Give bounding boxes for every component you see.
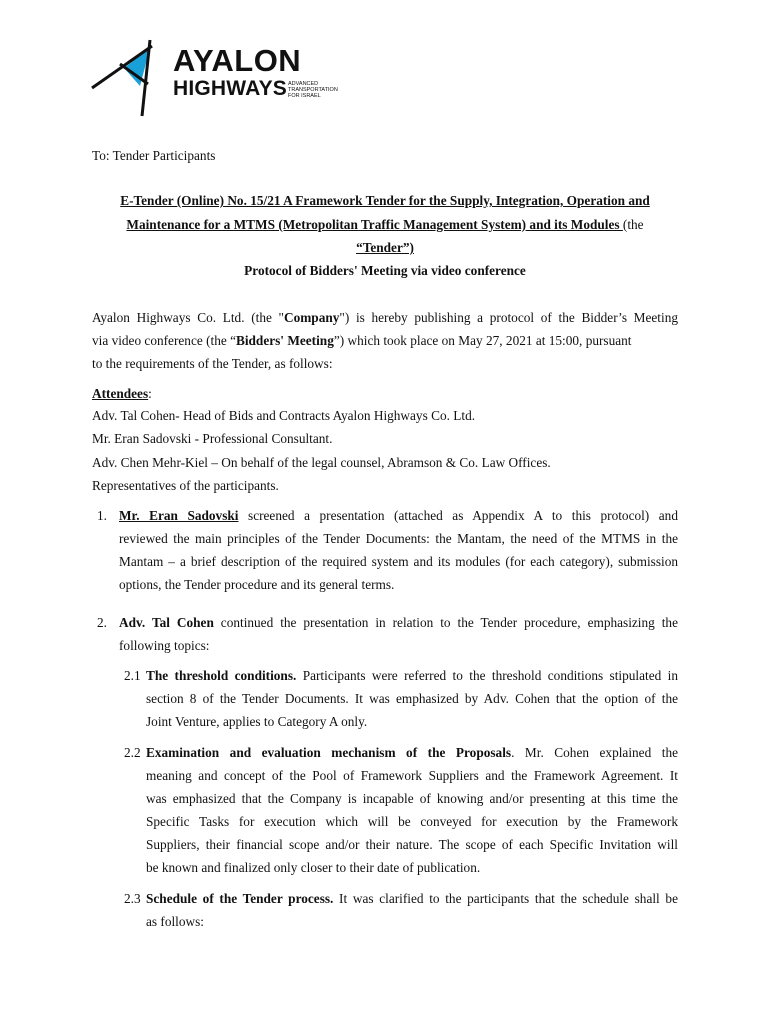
- tender-title-line3: [0, 240, 770, 256]
- tender-title-text: (the: [622, 217, 644, 232]
- sub22-line: [146, 745, 678, 761]
- subitem-heading: Examination and evaluation mechanism of the Proposals: [146, 745, 512, 760]
- sub21-line: Joint Venture, applies to Category A only.: [146, 714, 368, 729]
- sub21-text: Participants were referred to the threshold conditions stipulated in: [296, 668, 678, 683]
- intro-line: [92, 333, 632, 349]
- company-term: Company: [283, 310, 340, 325]
- tender-title-line1: [0, 193, 770, 209]
- logo-tagline-line: ADVANCED: [288, 81, 319, 87]
- subitem-number: 2.2: [124, 745, 141, 760]
- tender-title-line2: [0, 217, 770, 233]
- logo-emblem-icon: [90, 38, 170, 118]
- intro-text: ”) which took place on May 27, 2021 at 15:00, pursuant: [333, 333, 632, 348]
- sub22-text: . Mr. Cohen explained the: [511, 745, 678, 760]
- sub23-line: as follows:: [146, 914, 204, 929]
- intro-text: via video conference (the “: [92, 333, 236, 348]
- subitem-number: 2.1: [124, 668, 141, 683]
- intro-text: Ayalon Highways Co. Ltd. (the ": [92, 310, 284, 325]
- sub22-line: be known and finalized only closer to their date of publication.: [146, 860, 481, 875]
- intro-text: ") is hereby publishing a protocol of the Bidder’s Meeting: [339, 310, 678, 325]
- speaker-name: Adv. Tal Cohen: [119, 615, 214, 630]
- sub22-line: meaning and concept of the Pool of Framework Suppliers and the Framework Agreement. It: [146, 768, 678, 783]
- item1-line: options, the Tender procedure and its general terms.: [119, 577, 395, 592]
- sub22-line: Suppliers, their financial scope and/or their nature. The scope of each Specific Invitation will: [146, 837, 678, 852]
- speaker-name: Mr. Eran Sadovski: [119, 508, 239, 523]
- logo-name-line2: HIGHWAYS: [173, 77, 288, 100]
- subitem-number: 2.3: [124, 891, 141, 906]
- item1-line: reviewed the main principles of the Tender Documents: the Mantam, the need of the MTMS in the: [119, 531, 678, 546]
- sub23-line: [146, 891, 678, 907]
- attendee-item: Adv. Chen Mehr-Kiel – On behalf of the legal counsel, Abramson & Co. Law Offices.: [92, 455, 551, 470]
- company-logo: [90, 38, 350, 118]
- logo-tagline-line: TRANSPORTATION: [288, 87, 338, 93]
- item-number: 2.: [97, 615, 107, 630]
- subitem-heading: The threshold conditions.: [146, 668, 297, 683]
- attendees-heading-text: Attendees: [92, 386, 149, 401]
- logo-name-line1: AYALON: [173, 43, 302, 78]
- tender-title-text: E-Tender (Online) No. 15/21 A Framework Tender for the Supply, Integration, Operation and: [120, 193, 650, 208]
- addressee: To: Tender Participants: [92, 148, 216, 163]
- tender-title-text: Maintenance for a MTMS (Metropolitan Traffic Management System) and its Modules: [126, 217, 623, 232]
- sub23-text: It was clarified to the participants that the schedule shall be: [333, 891, 678, 906]
- subitem-heading: Schedule of the Tender process.: [146, 891, 334, 906]
- logo-tagline-line: FOR ISRAEL: [288, 93, 321, 99]
- intro-line: [92, 310, 678, 326]
- sub22-line: Specific Tasks for execution which will be conveyed for execution by the Framework: [146, 814, 678, 829]
- item2-text: continued the presentation in relation to the Tender procedure, emphasizing the: [213, 615, 678, 630]
- sub21-line: section 8 of the Tender Documents. It was emphasized by Adv. Cohen that the option of the: [146, 691, 678, 706]
- item-number: 1.: [97, 508, 107, 523]
- sub21-line: [146, 668, 678, 684]
- attendee-item: Mr. Eran Sadovski - Professional Consultant.: [92, 431, 333, 446]
- intro-line: to the requirements of the Tender, as follows:: [92, 356, 333, 371]
- item2-line: following topics:: [119, 638, 210, 653]
- protocol-subtitle: [0, 263, 770, 279]
- item1-text: screened a presentation (attached as Appendix A to this protocol) and: [248, 508, 678, 523]
- bidders-meeting-term: Bidders' Meeting: [235, 333, 334, 348]
- protocol-subtitle-text: Protocol of Bidders' Meeting via video conference: [244, 263, 526, 278]
- item2-line: [119, 615, 678, 631]
- item1-line: [119, 508, 678, 524]
- attendee-item: Representatives of the participants.: [92, 478, 279, 493]
- attendees-colon: :: [148, 386, 152, 401]
- tender-title-text: “Tender”): [356, 240, 414, 255]
- attendee-item: Adv. Tal Cohen- Head of Bids and Contracts Ayalon Highways Co. Ltd.: [92, 408, 476, 423]
- sub22-line: was emphasized that the Company is incapable of knowing and/or presenting at this time the: [146, 791, 678, 806]
- item1-line: Mantam – a brief description of the required system and its modules (for each category), submission: [119, 554, 678, 569]
- logo-tagline: [288, 81, 348, 99]
- attendees-heading: [92, 386, 152, 402]
